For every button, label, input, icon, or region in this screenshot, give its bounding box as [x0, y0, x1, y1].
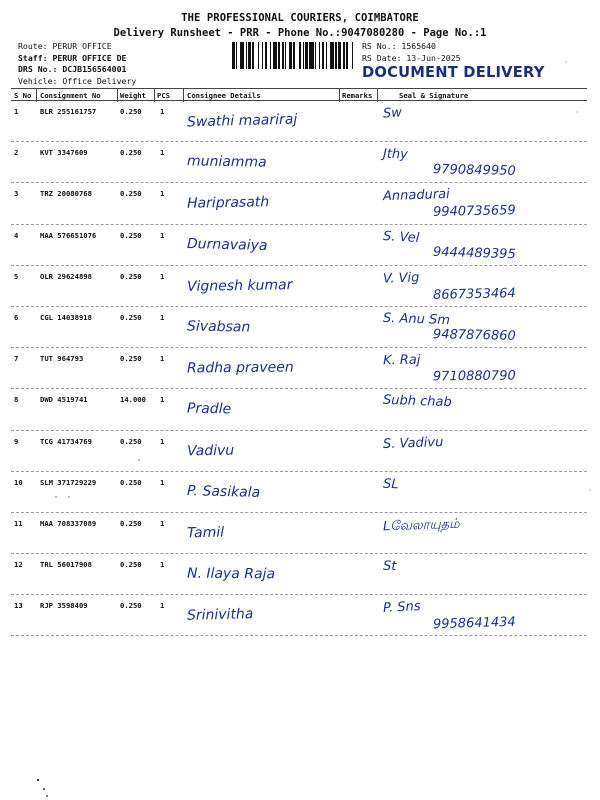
row-weight: 0.250	[120, 271, 142, 281]
row-consignee-handwritten: P. Sasikala	[186, 482, 261, 501]
row-consignee-handwritten: Srinivitha	[186, 606, 254, 625]
row-sno: 1	[14, 107, 19, 116]
row-signature: V. Vig	[382, 270, 420, 287]
row-sno: 6	[14, 312, 19, 322]
row-pcs: 1	[160, 354, 165, 364]
row-sno: 7	[14, 354, 19, 364]
row-signature: P. Sns	[382, 599, 421, 617]
row-pcs: 1	[160, 477, 165, 487]
row-sno: 2	[14, 148, 19, 158]
row-signature: Subh chab	[382, 393, 452, 411]
col-pcs: PCS	[157, 91, 170, 100]
vehicle-line: Vehicle: Office Delivery	[18, 75, 137, 86]
row-consignee-handwritten: Radha praveen	[186, 359, 294, 377]
row-consignment-no: SLM 371729229	[40, 477, 97, 487]
row-consignment-no: TRL 56017908	[40, 560, 92, 570]
row-pcs: 1	[160, 518, 165, 528]
row-consignment-no: CGL 14038918	[40, 312, 92, 322]
row-consignee-handwritten: Sivabsan	[186, 318, 251, 336]
col-consignee: Consignee Details	[187, 91, 261, 100]
col-signature: Seal & Signature	[399, 91, 469, 100]
row-sno: 9	[14, 436, 19, 446]
row-phone-handwritten: 9790849950	[432, 162, 516, 180]
row-weight: 0.250	[120, 436, 142, 446]
row-sno: 11	[14, 518, 23, 528]
row-weight: 14.000	[120, 395, 146, 405]
row-consignee-handwritten: Durnavaiya	[186, 235, 268, 254]
row-phone-handwritten: 9487876860	[432, 327, 516, 344]
row-consignee-handwritten: Swathi maariraj	[186, 111, 298, 131]
col-sno: S No	[14, 91, 32, 100]
row-pcs: 1	[160, 189, 165, 199]
row-pcs: 1	[160, 436, 165, 446]
row-phone-handwritten: 9710880790	[432, 368, 516, 385]
rs-number: RS No.: 1565640	[362, 41, 436, 51]
row-consignment-no: TRZ 20080768	[40, 189, 92, 199]
rs-date: RS Date: 13-Jun-2025	[362, 52, 461, 63]
row-weight: 0.250	[120, 601, 142, 611]
drs-line: DRS No.: DCJB156564001	[18, 64, 127, 74]
row-weight: 0.250	[120, 189, 142, 199]
row-sno: 3	[14, 189, 19, 199]
row-consignee-handwritten: Vignesh kumar	[186, 276, 293, 295]
row-weight: 0.250	[120, 354, 142, 364]
row-consignment-no: TUT 964793	[40, 354, 84, 364]
row-consignment-no: KVT 3347609	[40, 148, 88, 158]
document-delivery-stamp: DOCUMENT DELIVERY	[362, 63, 545, 81]
row-weight: 0.250	[120, 518, 142, 528]
row-signature: S. Anu Sm	[382, 310, 451, 329]
row-pcs: 1	[160, 395, 165, 405]
row-pcs: 1	[160, 148, 165, 158]
staff-line: Staff: PERUR OFFICE DE	[18, 52, 127, 63]
row-weight: 0.250	[120, 230, 142, 240]
col-weight: Weight	[120, 91, 146, 100]
row-pcs: 1	[160, 601, 165, 611]
row-signature: Sw	[382, 105, 403, 122]
row-consignment-no: RJP 3598409	[40, 601, 88, 611]
row-signature: Jthy	[382, 146, 409, 163]
row-signature: Lவேலாயுதம்	[382, 516, 460, 535]
row-sno: 8	[14, 395, 19, 405]
row-consignment-no: MAA 576651076	[40, 230, 97, 240]
runsheet-subtitle: Delivery Runsheet - PRR - Phone No.:9047080280 - Page No.:1	[113, 27, 487, 39]
row-sno: 4	[14, 230, 19, 240]
row-consignment-no: DWD 4519741	[40, 395, 88, 405]
row-pcs: 1	[160, 312, 165, 322]
row-sno: 5	[14, 271, 19, 281]
row-weight: 0.250	[120, 477, 142, 487]
row-consignment-no: OLR 29624898	[40, 271, 92, 281]
row-phone-handwritten: 9958641434	[432, 614, 516, 633]
route-line: Route: PERUR OFFICE	[18, 41, 112, 51]
row-weight: 0.250	[120, 107, 142, 116]
row-consignee-handwritten: N. Ilaya Raja	[186, 565, 276, 583]
row-sno: 10	[14, 477, 23, 487]
row-signature: Annadurai	[382, 187, 451, 205]
col-consignment: Consignment No	[40, 91, 101, 100]
row-signature: S. Vadivu	[382, 434, 444, 452]
row-consignee-handwritten: Vadivu	[186, 442, 235, 459]
row-sno: 12	[14, 560, 23, 570]
row-consignment-no: TCG 41734769	[40, 436, 92, 446]
row-phone-handwritten: 9940735659	[432, 203, 516, 221]
row-weight: 0.250	[120, 148, 142, 158]
row-consignee-handwritten: Tamil	[186, 524, 225, 542]
row-signature: St	[382, 558, 397, 575]
row-signature: S. Vel	[382, 228, 420, 246]
row-signature: K. Raj	[382, 352, 421, 369]
row-consignee-handwritten: Pradle	[186, 400, 232, 418]
col-remarks: Remarks	[342, 91, 373, 100]
row-consignment-no: BLR 255161757	[40, 107, 97, 116]
row-pcs: 1	[160, 107, 165, 116]
row-signature: SL	[382, 476, 399, 493]
row-pcs: 1	[160, 230, 165, 240]
row-phone-handwritten: 9444489395	[432, 244, 516, 262]
row-pcs: 1	[160, 560, 165, 570]
row-consignee-handwritten: Hariprasath	[186, 194, 270, 213]
row-pcs: 1	[160, 271, 165, 281]
row-phone-handwritten: 8667353464	[432, 285, 516, 303]
row-sno: 13	[14, 601, 23, 611]
row-consignee-handwritten: muniamma	[186, 153, 267, 171]
row-consignment-no: MAA 708337089	[40, 518, 97, 528]
row-weight: 0.250	[120, 312, 142, 322]
row-weight: 0.250	[120, 560, 142, 570]
company-title: THE PROFESSIONAL COURIERS, COIMBATORE	[181, 12, 419, 24]
